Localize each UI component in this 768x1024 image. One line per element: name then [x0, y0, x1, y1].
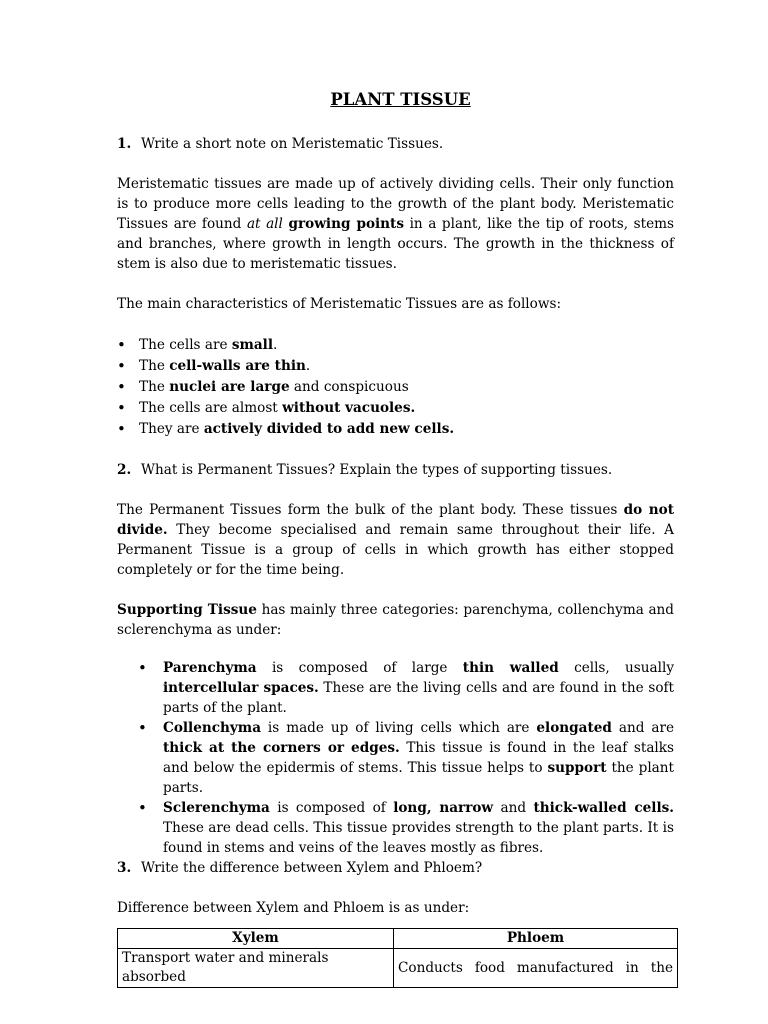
- question-3: [117, 858, 674, 878]
- question-text: Write the difference between Xylem and Phloem?: [141, 860, 483, 876]
- supporting-tissue-paragraph: Supporting Tissue has mainly three categories: parenchyma, collenchyma and sclerenchyma as under:: [117, 602, 675, 638]
- list-item: • The nuclei are large and conspicuous: [117, 377, 674, 398]
- text-run: in a plant, like the tip of roots, stems and branches, where growth in length occurs. The growth in the thickness of stem is also due to meristematic tissues.: [117, 216, 674, 272]
- supporting-tissue-list: [117, 658, 674, 858]
- difference-intro: Difference between Xylem and Phloem is as under:: [117, 900, 470, 916]
- text-run: at all: [246, 216, 283, 232]
- question-number: 2.: [117, 462, 132, 478]
- list-item: • They are actively divided to add new cells.: [117, 419, 674, 440]
- list-item-collenchyma: • Collenchyma is made up of living cells which are elongated and are thick at the corners or edges. This tissue is found in the leaf stalks and below the epidermis of stems. This tissue helps to support the plant parts.: [163, 718, 674, 798]
- text-run: growing points: [288, 216, 404, 232]
- table-cell: Conducts food manufactured in the: [394, 949, 678, 988]
- question-2: [117, 460, 674, 480]
- characteristics-intro: The main characteristics of Meristematic Tissues are as follows:: [117, 296, 562, 312]
- table-row: [118, 949, 678, 988]
- page-title: PLANT TISSUE: [330, 90, 471, 109]
- list-item: • The cells are small.: [117, 335, 674, 356]
- question-text: Write a short note on Meristematic Tissues.: [141, 136, 444, 152]
- permanent-tissues-paragraph: The Permanent Tissues form the bulk of the plant body. These tissues do not divide. They become specialised and remain same throughout their life. A Permanent Tissue is a group of cells in which growth has either stopped completely or for the time being.: [117, 502, 674, 578]
- text-run: Meristematic tissues are made up of actively dividing cells. Their only function is to produce more cells leading to the growth of the plant body. Meristematic Tissues are found: [117, 176, 674, 232]
- table-header-row: [118, 929, 678, 949]
- table-cell: Transport water and minerals absorbed: [118, 949, 394, 988]
- question-number: 3.: [117, 860, 132, 876]
- xylem-phloem-table: [117, 928, 678, 988]
- meristematic-paragraph: [117, 174, 674, 274]
- question-number: 1.: [117, 136, 132, 152]
- table-header-cell: Xylem: [118, 929, 394, 949]
- table-header-cell: Phloem: [394, 929, 678, 949]
- list-item-parenchyma: • Parenchyma is composed of large thin walled cells, usually intercellular spaces. These are the living cells and are found in the soft parts of the plant.: [163, 658, 674, 718]
- list-item: • The cells are almost without vacuoles.: [117, 398, 674, 419]
- list-item-sclerenchyma: • Sclerenchyma is composed of long, narrow and thick-walled cells. These are dead cells. This tissue provides strength to the plant parts. It is found in stems and veins of the leaves mostly as fibres.: [163, 798, 674, 858]
- list-item: • The cell-walls are thin.: [117, 356, 674, 377]
- question-1: [117, 134, 674, 154]
- document-body: [117, 90, 674, 988]
- question-text: What is Permanent Tissues? Explain the types of supporting tissues.: [141, 462, 613, 478]
- characteristics-list: [117, 335, 674, 440]
